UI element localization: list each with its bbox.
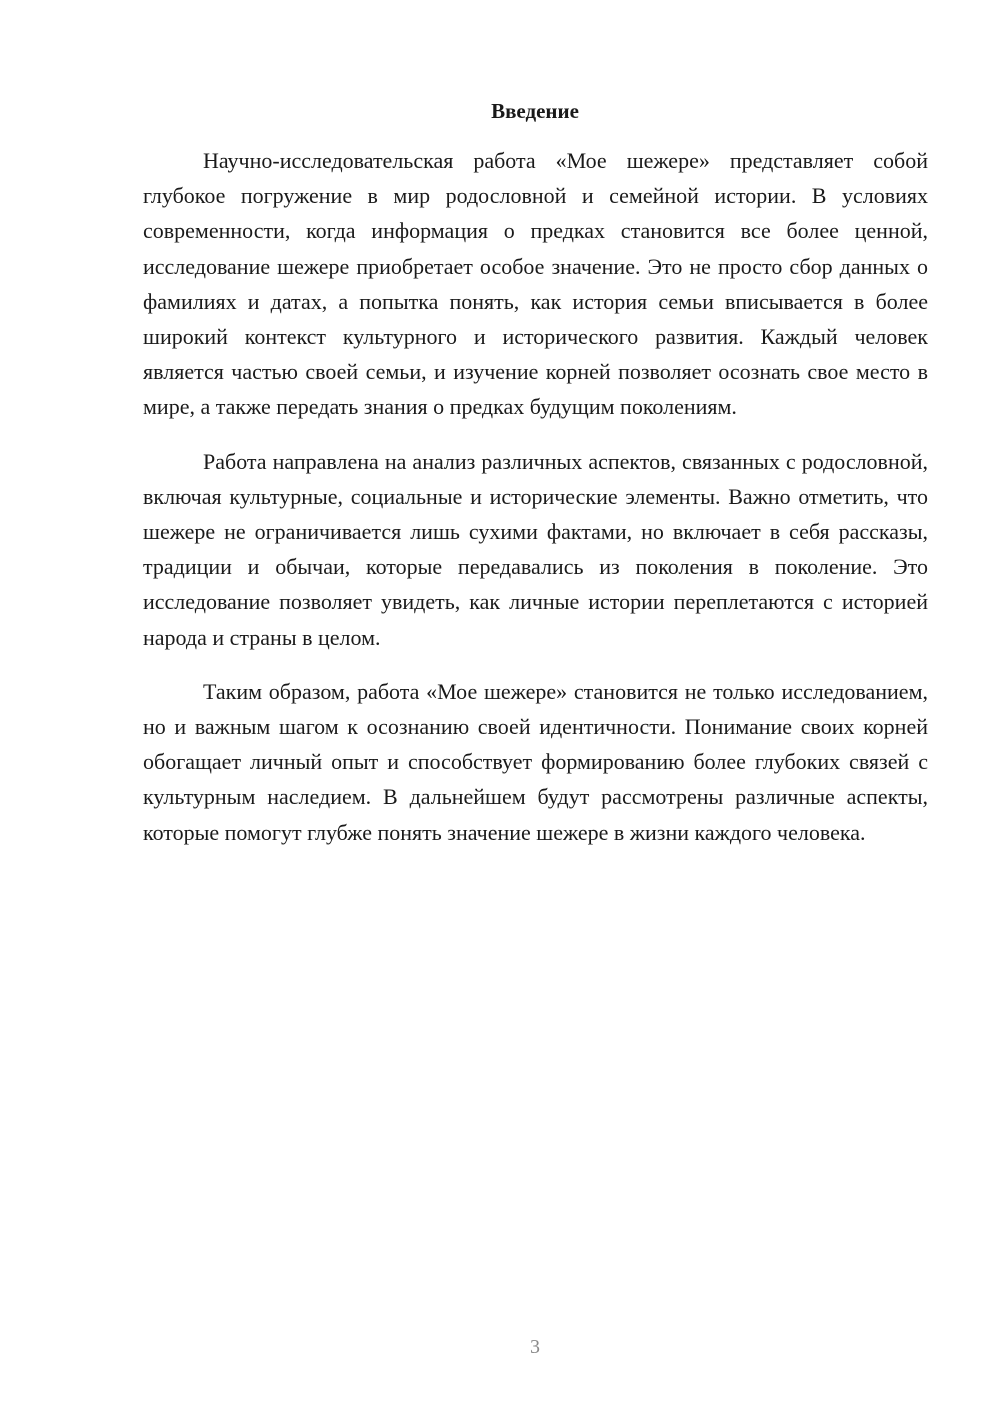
paragraph-1: Научно-исследовательская работа «Мое шежере» представляет собой глубокое погружение в мир родословной и семейной истории. В условиях современности, когда информация о предках становится все более ценной, исследование шежере приобретает особое значение. Это не просто сбор данных о фамилиях и датах, а попытка понять, как история семьи вписывается в более широкий контекст культурного и исторического развития. Каждый человек является частью своей семьи, и изучение корней позволяет осознать свое место в мире, а также передать знания о предках будущим поколениям. (143, 148, 928, 420)
paragraph-2: Работа направлена на анализ различных аспектов, связанных с родословной, включая культурные, социальные и исторические элементы. Важно отметить, что шежере не ограничивается лишь сухими фактами, но включает в себя рассказы, традиции и обычаи, которые передавались из поколения в поколение. Это исследование позволяет увидеть, как личные истории переплетаются с историей народа и страны в целом. (143, 448, 928, 650)
page-number: 3 (530, 1336, 540, 1358)
body-text (143, 143, 928, 869)
section-heading: Введение (491, 99, 579, 123)
paragraph-3: Таким образом, работа «Мое шежере» становится не только исследованием, но и важным шагом к осознанию своей идентичности. Понимание своих корней обогащает личный опыт и способствует формированию более глубоких связей с культурным наследием. В дальнейшем будут рассмотрены различные аспекты, которые помогут глубже понять значение шежере в жизни каждого человека. (143, 678, 928, 845)
